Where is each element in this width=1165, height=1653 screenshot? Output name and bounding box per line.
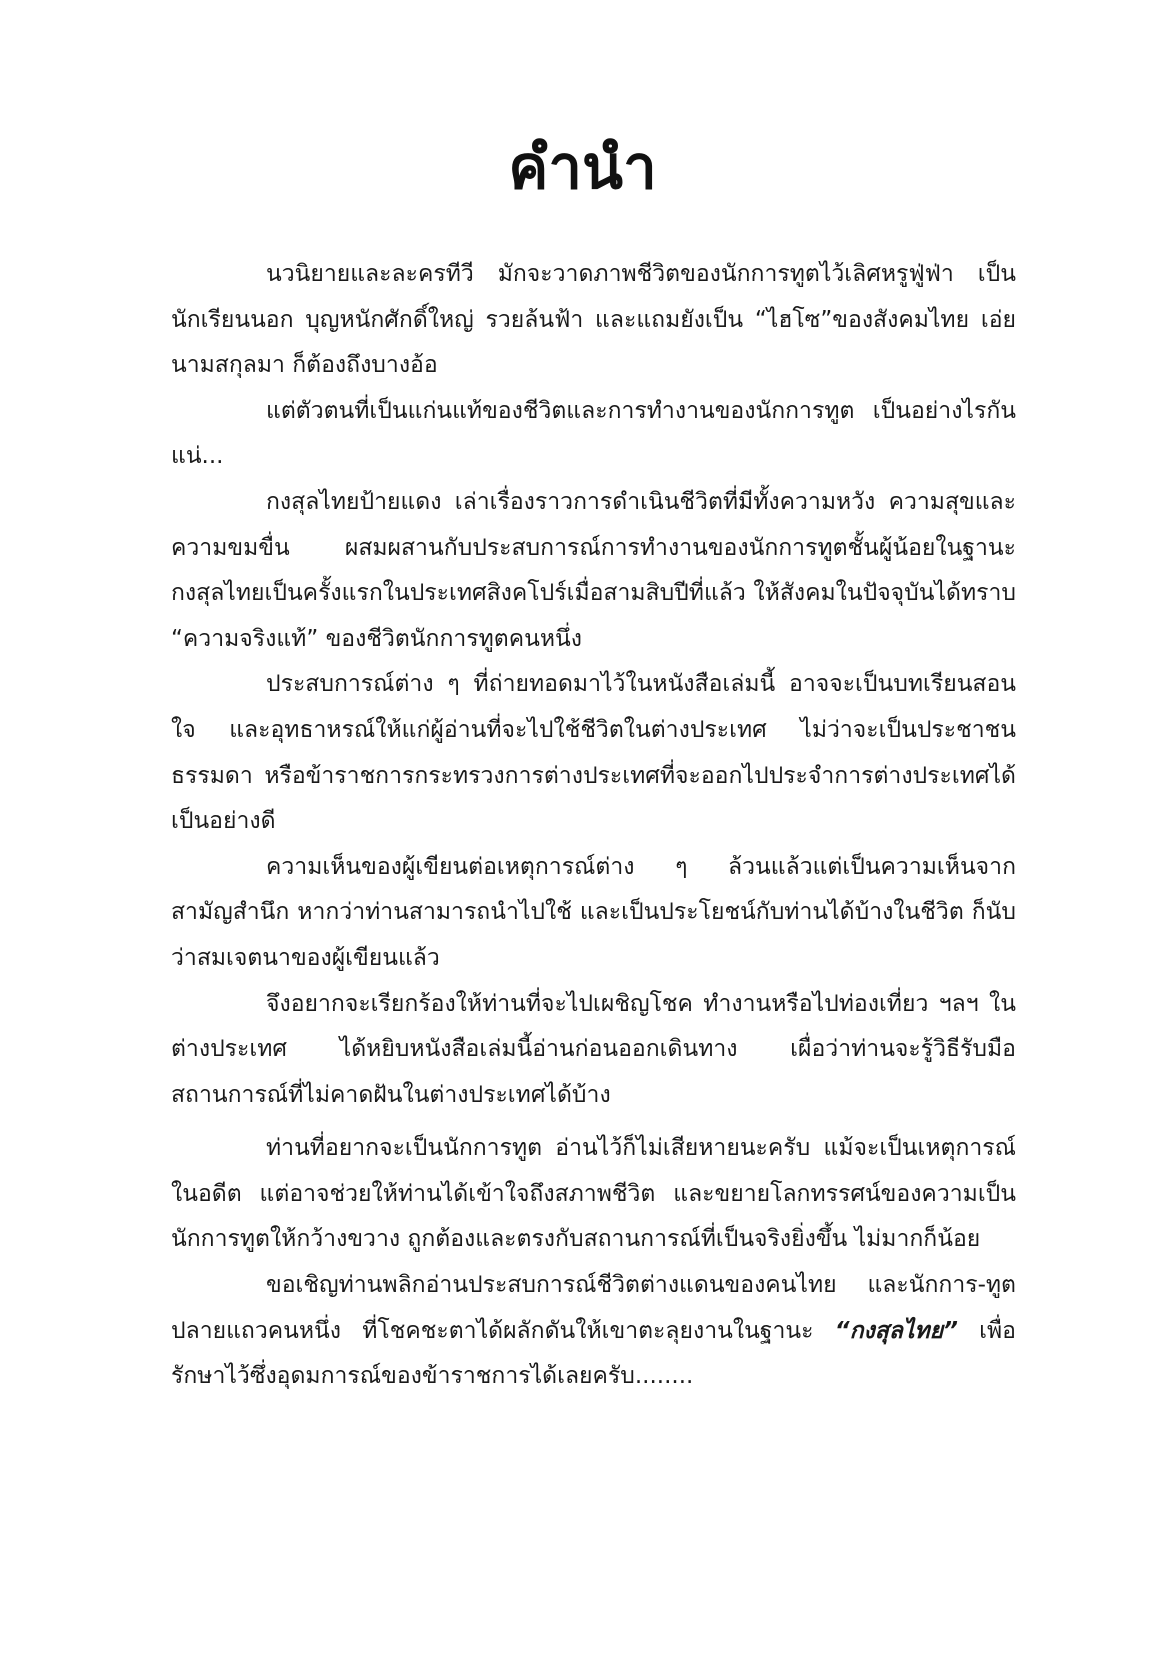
preface-body (171, 252, 1016, 1400)
paragraph-5: ความเห็นของผู้เขียนต่อเหตุการณ์ต่าง ๆ ล้วนแล้วแต่เป็นความเห็นจากสามัญสำนึก หากว่าท่านสามารถนำไปใช้ และเป็นประโยชน์กับท่านได้บ้างในชีวิต ก็นับว่าสมเจตนาของผู้เขียนแล้ว (171, 853, 1016, 971)
paragraph-6: จึงอยากจะเรียกร้องให้ท่านที่จะไปเผชิญโชค ทำงานหรือไปท่องเที่ยว ฯลฯ ในต่างประเทศ ได้หยิบหนังสือเล่มนี้อ่านก่อนออกเดินทาง เผื่อว่าท่านจะรู้วิธีรับมือสถานการณ์ที่ไม่คาดฝันในต่างประเทศได้บ้าง (171, 990, 1016, 1108)
paragraph-8-text-end: เพื่อรักษาไว้ซึ่งอุดมการณ์ของข้าราชการได้เลยครับ........ (171, 1317, 1016, 1390)
paragraph-8 (171, 1263, 1016, 1400)
paragraph-1: นวนิยายและละครทีวี มักจะวาดภาพชีวิตของนักการทูตไว้เลิศหรูฟู่ฟ่า เป็นนักเรียนนอก บุญหนักศักดิ์ใหญ่ รวยล้นฟ้า และแถมยังเป็น “ไฮโซ”ของสังคมไทย เอ่ยนามสกุลมา ก็ต้องถึงบางอ้อ (171, 261, 1016, 379)
paragraph-8-text-start: ขอเชิญท่านพลิกอ่านประสบการณ์ชีวิตต่างแดนของคนไทย และนักการ-ทูตปลายแถวคนหนึ่ง ที่โชคชะตาได้ผลักดันให้เขาตะลุยงานในฐานะ (171, 1272, 1016, 1344)
paragraph-8-emphasis: “กงสุลไทย” (834, 1317, 958, 1344)
page-title: คำนำ (508, 133, 657, 203)
paragraph-2: แต่ตัวตนที่เป็นแก่นแท้ของชีวิตและการทำงานของนักการทูต เป็นอย่างไรกันแน่... (171, 397, 1016, 470)
paragraph-4: ประสบการณ์ต่าง ๆ ที่ถ่ายทอดมาไว้ในหนังสือเล่มนี้ อาจจะเป็นบทเรียนสอนใจ และอุทธาหรณ์ให้แก่ผู้อ่านที่จะไปใช้ชีวิตในต่างประเทศ ไม่ว่าจะเป็นประชาชนธรรมดา หรือข้าราชการกระทรวงการต่างประเทศที่จะออกไปประจำการต่างประเทศได้เป็นอย่างดี (171, 671, 1016, 835)
paragraph-7: ท่านที่อยากจะเป็นนักการทูต อ่านไว้ก็ไม่เสียหายนะครับ แม้จะเป็นเหตุการณ์ในอดีต แต่อาจช่วยให้ท่านได้เข้าใจถึงสภาพชีวิต และขยายโลกทรรศน์ของความเป็นนักการทูตให้กว้างขวาง ถูกต้องและตรงกับสถานการณ์ที่เป็นจริงยิ่งขึ้น ไม่มากก็น้อย (171, 1135, 1016, 1253)
paragraph-3: กงสุลไทยป้ายแดง เล่าเรื่องราวการดำเนินชีวิตที่มีทั้งความหวัง ความสุขและความขมขื่น ผสมผสานกับประสบการณ์การทำงานของนักการทูตชั้นผู้น้อยในฐานะกงสุลไทยเป็นครั้งแรกในประเทศสิงคโปร์เมื่อสามสิบปีที่แล้ว ให้สังคมในปัจจุบันได้ทราบ “ความจริงแท้” ของชีวิตนักการทูตคนหนึ่ง (171, 488, 1016, 652)
